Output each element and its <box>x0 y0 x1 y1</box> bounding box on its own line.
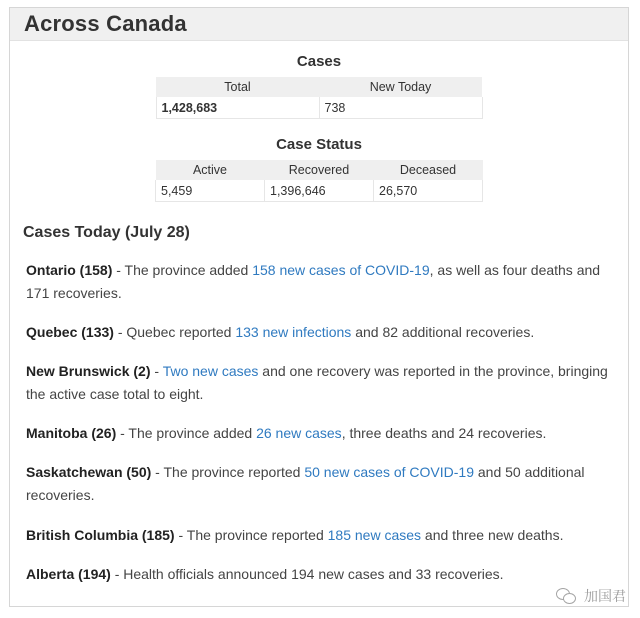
cases-total-value: 1,428,683 <box>156 97 319 119</box>
province-entry-alberta <box>26 563 611 586</box>
card-header <box>10 8 628 41</box>
entry-text: - Health officials announced 194 new cases and 33 recoveries. <box>110 566 504 582</box>
province-entry-british-columbia <box>26 524 611 547</box>
entry-text: - The province added <box>116 425 257 441</box>
province-name: New Brunswick (2) <box>26 363 151 379</box>
province-name: Manitoba (26) <box>26 425 117 441</box>
province-name: Saskatchewan (50) <box>26 464 152 480</box>
cases-col-new-today: New Today <box>319 77 482 97</box>
province-entry-quebec <box>26 321 611 344</box>
case-status-table <box>155 160 483 202</box>
cases-table <box>156 77 483 119</box>
entry-text: - <box>150 363 163 379</box>
province-name: Alberta (194) <box>26 566 111 582</box>
case-status-section <box>10 136 628 202</box>
entry-text: , as well as four deaths and 171 recoveries. <box>26 262 601 301</box>
entry-link[interactable]: 185 new cases <box>327 527 422 543</box>
entry-text: - The province reported <box>151 464 305 480</box>
entry-link[interactable]: 133 new infections <box>235 324 352 340</box>
entry-text: - The province added <box>112 262 253 278</box>
cases-col-total: Total <box>156 77 319 97</box>
watermark <box>556 586 626 606</box>
entry-link[interactable]: Two new cases <box>162 363 259 379</box>
province-name: Ontario (158) <box>26 262 113 278</box>
cases-new-today-value: 738 <box>319 97 482 119</box>
province-entry-manitoba <box>26 422 611 445</box>
entry-text: , three deaths and 24 recoveries. <box>341 425 547 441</box>
status-active-value: 5,459 <box>156 180 265 202</box>
entry-text: - The province reported <box>174 527 328 543</box>
entry-text: and three new deaths. <box>421 527 564 543</box>
province-entry-new-brunswick <box>26 360 611 406</box>
province-name: Quebec (133) <box>26 324 114 340</box>
entry-link[interactable]: 158 new cases of COVID-19 <box>252 262 430 278</box>
page-title: Across Canada <box>24 11 187 36</box>
cases-section-title: Cases <box>296 53 342 70</box>
wechat-logo-icon <box>556 588 578 604</box>
case-status-section-title: Case Status <box>276 136 362 153</box>
status-recovered-value: 1,396,646 <box>265 180 374 202</box>
entry-text: and 50 additional recoveries. <box>26 464 585 503</box>
province-entry-saskatchewan <box>26 461 611 507</box>
entry-link[interactable]: 50 new cases of COVID-19 <box>304 464 474 480</box>
entry-text: and 82 additional recoveries. <box>351 324 535 340</box>
across-canada-card <box>9 7 629 607</box>
status-deceased-value: 26,570 <box>374 180 483 202</box>
status-col-recovered: Recovered <box>265 160 374 180</box>
entry-link[interactable]: 26 new cases <box>256 425 342 441</box>
cases-section <box>10 53 628 119</box>
watermark-text: 加国君 <box>584 588 626 604</box>
status-col-active: Active <box>156 160 265 180</box>
status-col-deceased: Deceased <box>374 160 483 180</box>
cases-today-heading: Cases Today (July 28) <box>23 224 190 241</box>
entry-text: and one recovery was reported in the province, bringing the active case total to eight. <box>26 363 608 402</box>
province-name: British Columbia (185) <box>26 527 175 543</box>
province-entry-ontario <box>26 259 611 305</box>
entry-text: - Quebec reported <box>113 324 236 340</box>
